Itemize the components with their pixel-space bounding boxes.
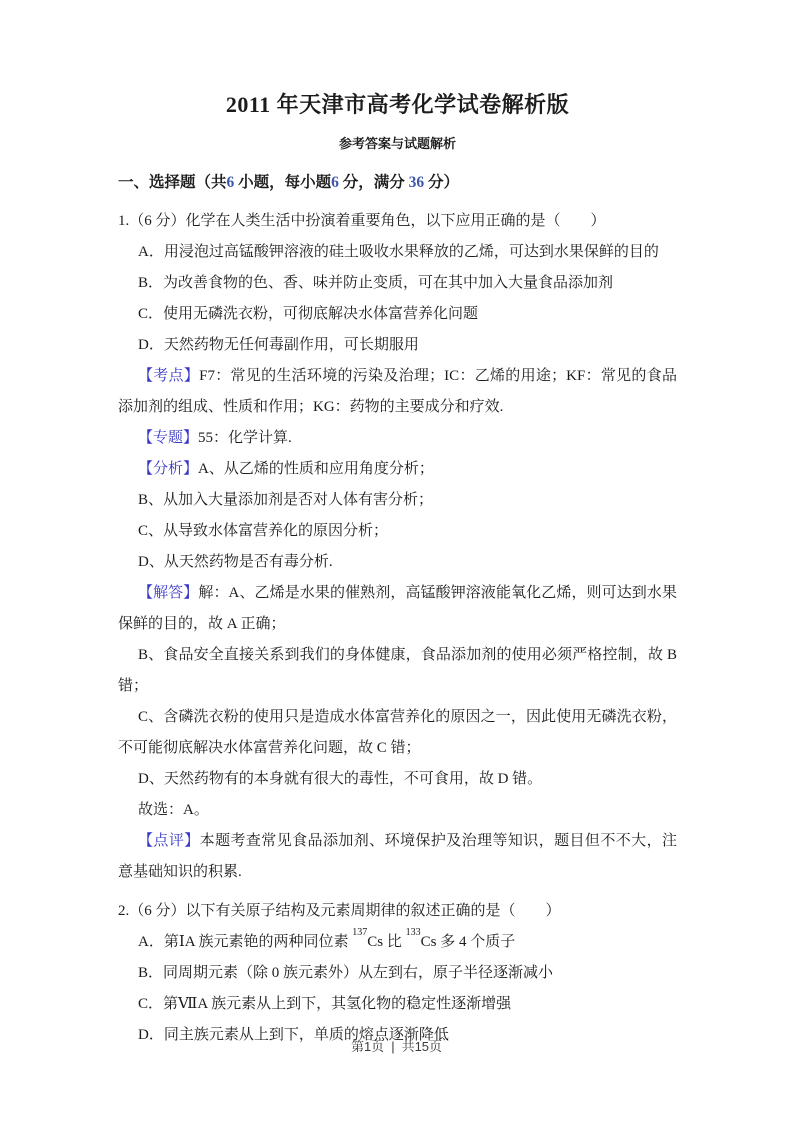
text-segment: 2.（6 分）以下有关原子结构及元素周期律的叙述正确的是（ ） — [118, 903, 561, 919]
document-body — [118, 167, 677, 1051]
text-segment: 55：化学计算. — [198, 430, 292, 446]
question-2-stem — [118, 896, 677, 927]
question-2-option-c — [118, 989, 677, 1020]
solution-block-label: 【解答】 — [138, 585, 199, 601]
analysis-block-label: 【分析】 — [138, 461, 199, 477]
comment-block-label: 【点评】 — [138, 833, 200, 849]
text-segment: 1.（6 分）化学在人类生活中扮演着重要角色，以下应用正确的是（ ） — [118, 213, 606, 229]
text-segment: 解：A、乙烯是水果的催熟剂，高锰酸钾溶液能氧化乙烯，则可达到水果保鲜的目的，故 A 正确； — [118, 585, 677, 632]
text-segment: 本题考查常见食品添加剂、环境保护及治理等知识，题目但不不大，注意基础知识的积累. — [118, 833, 677, 880]
question-1-option-d — [118, 330, 677, 361]
question-1-stem — [118, 206, 677, 237]
question-2-option-b — [118, 958, 677, 989]
text-segment: C、从导致水体富营养化的原因分析； — [138, 523, 389, 539]
text-segment: B．为改善食物的色、香、味并防止变质，可在其中加入大量食品添加剂 — [138, 275, 614, 291]
question-1-option-c — [118, 299, 677, 330]
text-segment: 一、选择题（共 — [118, 174, 227, 191]
page-number-label: 第1页 — [350, 1039, 385, 1054]
solution-line-b — [118, 640, 677, 702]
exam-points-block-label: 【考点】 — [138, 368, 200, 384]
heading-number: 6 — [226, 174, 235, 191]
isotope-superscript: 137 — [352, 927, 368, 938]
text-segment: D、天然药物有的本身就有很大的毒性，不可食用，故 D 错。 — [138, 771, 543, 787]
heading-number: 36 — [408, 174, 425, 191]
text-segment: A．第ⅠA 族元素铯的两种同位素 — [138, 934, 353, 950]
text-segment: 小题，每小题 — [234, 174, 332, 191]
text-segment: 分） — [424, 174, 460, 191]
document-subtitle: 参考答案与试题解析 — [338, 136, 456, 151]
footer-separator: | — [391, 1039, 395, 1054]
text-segment: B、食品安全直接关系到我们的身体健康，食品添加剂的使用必须严格控制，故 B 错； — [118, 647, 677, 694]
page-footer — [0, 1038, 793, 1056]
topic-block-label: 【专题】 — [138, 430, 199, 446]
text-segment: Cs 比 — [367, 934, 406, 950]
text-segment: F7：常见的生活环境的污染及治理；IC：乙烯的用途；KF：常见的食品添加剂的组成、性质和作用；KG：药物的主要成分和疗效. — [118, 368, 677, 415]
section-heading — [118, 167, 677, 198]
solution-line-c — [118, 702, 677, 764]
text-segment: B、从加入大量添加剂是否对人体有害分析； — [138, 492, 434, 508]
text-segment: A．用浸泡过高锰酸钾溶液的硅土吸收水果释放的乙烯，可达到水果保鲜的目的 — [138, 244, 659, 260]
text-segment: 分，满分 — [338, 174, 409, 191]
text-segment: D．同主族元素从上到下，单质的熔点逐渐降低 — [138, 1027, 449, 1043]
text-segment: Cs 多 4 个质子 — [420, 934, 516, 950]
topic-block — [118, 423, 677, 454]
text-segment: D．天然药物无任何毒副作用，可长期服用 — [138, 337, 419, 353]
isotope-superscript: 133 — [405, 927, 421, 938]
text-segment: B．同周期元素（除 0 族元素外）从左到右，原子半径逐渐减小 — [138, 965, 554, 981]
text-segment: D、从天然药物是否有毒分析. — [138, 554, 333, 570]
page-count-label: 共15页 — [401, 1039, 443, 1054]
question-1-option-b — [118, 268, 677, 299]
solution-line-d — [118, 764, 677, 795]
analysis-block — [118, 454, 677, 485]
comment-block — [118, 826, 677, 888]
question-2-option-a — [118, 927, 677, 958]
solution-block — [118, 578, 677, 640]
text-segment: C．使用无磷洗衣粉，可彻底解决水体富营养化问题 — [138, 306, 479, 322]
text-segment: C．第ⅦA 族元素从上到下，其氢化物的稳定性逐渐增强 — [138, 996, 512, 1012]
heading-number: 6 — [331, 174, 339, 191]
text-segment: 故选：A。 — [138, 802, 209, 818]
analysis-line-d — [118, 547, 677, 578]
analysis-line-b — [118, 485, 677, 516]
document-title: 2011 年天津市高考化学试卷解析版 — [225, 92, 570, 117]
answer-line — [118, 795, 677, 826]
exam-points-block — [118, 361, 677, 423]
analysis-line-c — [118, 516, 677, 547]
text-segment: C、含磷洗衣粉的使用只是造成水体富营养化的原因之一，因此使用无磷洗衣粉，不可能彻底解决水体富营养化问题，故 C 错； — [118, 709, 677, 756]
question-1-option-a — [118, 237, 677, 268]
text-segment: A、从乙烯的性质和应用角度分析； — [198, 461, 434, 477]
